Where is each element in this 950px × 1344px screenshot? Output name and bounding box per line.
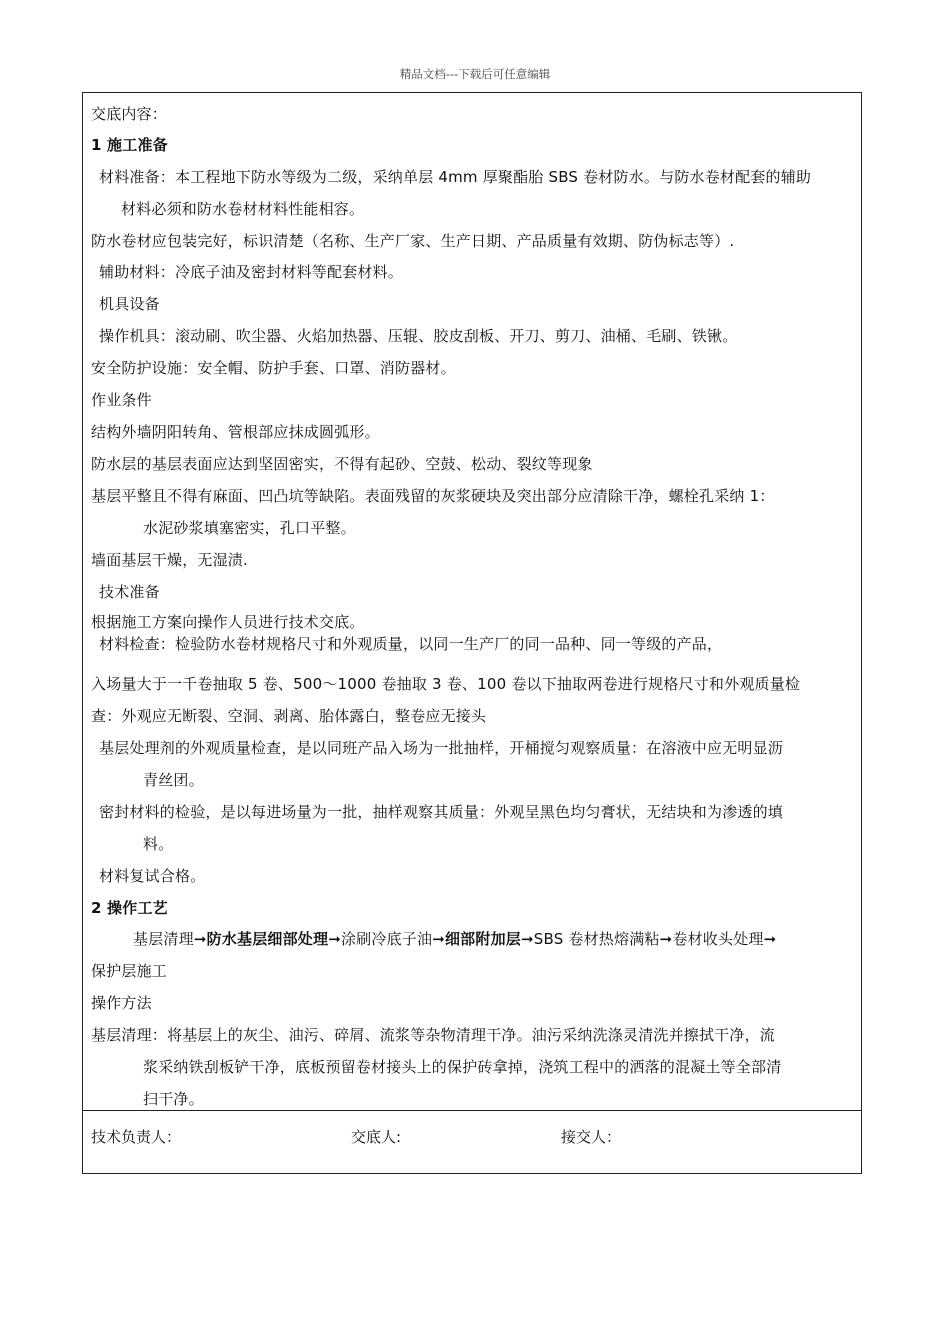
content-line: 交底内容： xyxy=(91,105,168,123)
content-line: 1 施工准备 xyxy=(91,136,168,154)
content-line: 2 操作工艺 xyxy=(91,899,168,917)
process-step: 基层清理 xyxy=(133,930,194,948)
process-step: 细部附加层 xyxy=(444,930,521,948)
presenter-label: 交底人: xyxy=(351,1128,402,1146)
content-line: 防水卷材应包装完好，标识清楚（名称、生产厂家、生产日期、产品质量有效期、防伪标志等）. xyxy=(91,232,735,250)
content-line: 防水层的基层表面应达到坚固密实，不得有起砂、空鼓、松动、裂纹等现象 xyxy=(91,455,593,473)
arrow-icon: ➞ xyxy=(328,930,341,948)
signature-separator xyxy=(83,1110,861,1111)
arrow-icon: ➞ xyxy=(520,930,534,948)
content-line: 墙面基层干燥，无湿渍. xyxy=(91,551,248,569)
content-line: 基层处理剂的外观质量检查，是以同班产品入场为一批抽样，开桶搅匀观察质量：在溶液中应无明显沥 xyxy=(99,739,784,757)
content-line: 基层清理：将基层上的灰尘、油污、碎屑、流浆等杂物清理干净。油污采纳洗涤灵清洗并擦拭干净，流 xyxy=(91,1026,776,1044)
disclosure-table xyxy=(82,92,862,1174)
content-line: 保护层施工 xyxy=(91,962,168,980)
tech-lead-label: 技术负责人： xyxy=(91,1128,182,1146)
content-line: 材料检查：检验防水卷材规格尺寸和外观质量，以同一生产厂的同一品种、同一等级的产品， xyxy=(99,635,723,653)
process-step: 涂刷冷底子油 xyxy=(340,930,433,948)
receiver-label: 接交人： xyxy=(561,1128,622,1146)
process-step: SBS 卷材热熔满粘 xyxy=(533,930,660,948)
content-line: 材料准备：本工程地下防水等级为二级，采纳单层 4mm 厚聚酯胎 SBS 卷材防水。与防水卷材配套的辅助 xyxy=(99,168,812,186)
content-line: 入场量大于一千卷抽取 5 卷、500～1000 卷抽取 3 卷、100 卷以下抽取两卷进行规格尺寸和外观质量检 xyxy=(91,675,801,693)
process-flow-line xyxy=(133,928,855,950)
process-step: 卷材收头处理 xyxy=(672,930,764,948)
content-line: 青丝团。 xyxy=(143,771,204,789)
content-line: 机具设备 xyxy=(99,295,160,313)
content-line: 操作方法 xyxy=(91,994,152,1012)
process-step: 防水基层细部处理 xyxy=(206,930,329,948)
content-line: 扫干净。 xyxy=(143,1090,204,1108)
content-line: 料。 xyxy=(143,835,174,853)
arrow-icon: ➞ xyxy=(659,930,673,948)
content-line: 密封材料的检验，是以每进场量为一批，抽样观察其质量：外观呈黑色均匀膏状，无结块和为渗透的填 xyxy=(99,803,784,821)
content-line: 基层平整且不得有麻面、凹凸坑等缺陷。表面残留的灰浆硬块及突出部分应清除干净，螺栓孔采纳 1： xyxy=(91,487,775,505)
content-line: 结构外墙阴阳转角、管根部应抹成圆弧形。 xyxy=(91,423,380,441)
content-line: 水泥砂浆填塞密实，孔口平整。 xyxy=(143,519,356,537)
content-line: 材料复试合格。 xyxy=(99,867,206,885)
arrow-icon: ➞ xyxy=(193,930,207,948)
arrow-icon: ➞ xyxy=(763,930,777,948)
content-line: 安全防护设施：安全帽、防护手套、口罩、消防器材。 xyxy=(91,359,456,377)
content-line: 浆采纳铁刮板铲干净，底板预留卷材接头上的保护砖拿掉，浇筑工程中的洒落的混凝土等全部清 xyxy=(143,1058,782,1076)
content-line: 作业条件 xyxy=(91,391,152,409)
content-line: 查：外观应无断裂、空洞、剥离、胎体露白，整卷应无接头 xyxy=(91,707,487,725)
page-header-watermark: 精品文档---下载后可任意编辑 xyxy=(399,67,551,81)
content-line: 操作机具：滚动刷、吹尘器、火焰加热器、压辊、胶皮刮板、开刀、剪刀、油桶、毛刷、铁锹。 xyxy=(99,327,738,345)
arrow-icon: ➞ xyxy=(432,930,445,948)
content-line: 辅助材料：冷底子油及密封材料等配套材料。 xyxy=(99,263,404,281)
content-line: 根据施工方案向操作人员进行技术交底。 xyxy=(91,613,365,631)
content-line: 材料必须和防水卷材材料性能相容。 xyxy=(121,200,365,218)
content-line: 技术准备 xyxy=(99,583,160,601)
